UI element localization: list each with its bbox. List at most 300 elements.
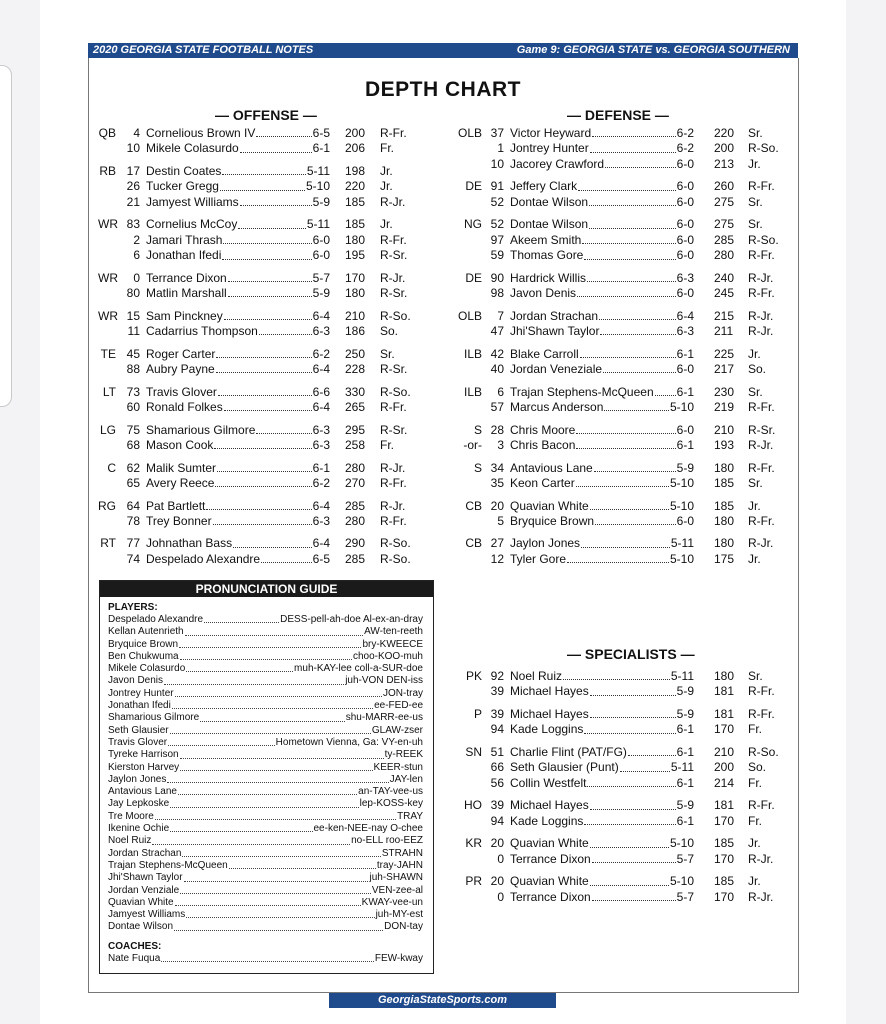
position-label: S (473, 422, 482, 437)
pronunciation-guide-heading: PRONUNCIATION GUIDE (100, 581, 433, 597)
depth-row (446, 669, 786, 684)
jersey-number: 77 (126, 536, 140, 551)
player-name-cell (510, 157, 694, 172)
player-name: Antavious Lane (510, 460, 593, 475)
position-label: CB (465, 536, 482, 551)
header-left-title: 2020 GEORGIA STATE FOOTBALL NOTES (93, 44, 314, 56)
pronunciation-row (108, 675, 423, 687)
player-weight: 220 (714, 126, 735, 140)
depth-row (98, 217, 428, 232)
player-name-cell (510, 552, 694, 567)
player-name-cell (146, 461, 330, 476)
player-name-cell (510, 141, 694, 156)
dot-leader (576, 476, 669, 487)
pronunciation-name: Kellan Autenrieth (108, 626, 184, 638)
group-gap (446, 529, 786, 536)
pronunciation-name: Travis Glover (108, 736, 168, 748)
jersey-number: 12 (490, 551, 504, 566)
jersey-number: 0 (133, 270, 140, 285)
player-height: 6-4 (676, 308, 694, 323)
jersey-number: 60 (126, 399, 140, 414)
player-class-year: R-Jr. (380, 270, 406, 285)
player-class-year: R-Fr. (380, 126, 407, 140)
player-name-cell (146, 499, 330, 514)
depth-row (446, 309, 786, 324)
player-height: 5-10 (669, 498, 694, 513)
position-label: OLB (457, 308, 482, 323)
dot-leader (590, 684, 676, 695)
player-height: 6-0 (676, 422, 694, 437)
player-weight: 186 (345, 324, 366, 339)
dot-leader (214, 438, 311, 449)
player-name: Roger Carter (146, 346, 216, 361)
player-name-cell (510, 126, 694, 141)
player-name: Kade Loggins (510, 722, 584, 737)
player-weight: 185 (345, 194, 366, 209)
depth-row (446, 126, 786, 141)
depth-row (98, 362, 428, 377)
player-name-cell (510, 836, 694, 851)
player-height: 5-9 (676, 460, 694, 475)
player-weight: 250 (345, 346, 366, 361)
player-height: 6-4 (312, 536, 330, 551)
player-name: Kade Loggins (510, 813, 584, 828)
position-label: P (473, 706, 482, 721)
dot-leader (595, 514, 676, 525)
dot-leader (655, 385, 676, 396)
player-name: Aubry Payne (146, 362, 215, 377)
player-name-cell (510, 324, 694, 339)
player-name: Chris Bacon (510, 437, 576, 452)
dot-leader (206, 499, 311, 510)
player-height: 5-9 (676, 798, 694, 813)
jersey-number: 0 (497, 851, 504, 866)
player-weight: 275 (714, 217, 735, 232)
player-name: Mikele Colasurdo (146, 141, 239, 156)
position-label: WR (98, 217, 118, 232)
group-gap (446, 264, 786, 271)
player-name-cell (146, 195, 330, 210)
group-gap (446, 377, 786, 384)
player-weight: 290 (345, 536, 366, 551)
player-name: Jacorey Crawford (510, 156, 605, 171)
pronunciation-phonetic: Hometown Vienna, Ga: VY-en-uh (275, 736, 423, 748)
dot-leader (594, 461, 676, 472)
depth-row (98, 536, 428, 551)
player-name-cell (146, 271, 330, 286)
player-class-year: R-So. (380, 551, 411, 566)
player-height: 6-0 (676, 248, 694, 263)
side-scroll-tab[interactable] (0, 65, 12, 407)
player-weight: 210 (714, 744, 735, 759)
depth-row (446, 798, 786, 813)
jersey-number: 65 (126, 475, 140, 490)
player-weight: 280 (714, 248, 735, 263)
position-label: DE (465, 179, 482, 194)
jersey-number: 45 (126, 346, 140, 361)
player-height: 6-3 (312, 422, 330, 437)
player-class-year: R-Fr. (748, 684, 775, 699)
pronunciation-name: Dontae Wilson (108, 921, 174, 933)
jersey-number: 74 (126, 551, 140, 566)
pronunciation-row (108, 786, 423, 798)
depth-row (446, 760, 786, 775)
depth-row (446, 499, 786, 514)
player-name: Mason Cook (146, 437, 214, 452)
dot-leader (229, 860, 376, 869)
dot-leader (182, 848, 380, 857)
player-class-year: R-Sr. (380, 362, 408, 377)
dot-leader (590, 499, 669, 510)
jersey-number: 73 (126, 384, 140, 399)
player-name: Blake Carroll (510, 346, 579, 361)
player-height: 6-2 (676, 126, 694, 140)
group-gap (446, 700, 786, 707)
player-height: 5-11 (306, 217, 330, 232)
player-name-cell (510, 476, 694, 491)
pronunciation-phonetic: ee-ken-NEE-nay O-chee (313, 823, 423, 835)
dot-leader (213, 514, 312, 525)
group-gap (446, 453, 786, 460)
player-class-year: Jr. (380, 179, 393, 194)
player-height: 6-0 (676, 156, 694, 171)
player-weight: 214 (714, 775, 735, 790)
player-height: 6-3 (312, 513, 330, 528)
jersey-number: 39 (490, 798, 504, 813)
player-name: Terrance Dixon (510, 851, 591, 866)
player-height: 6-1 (676, 722, 694, 737)
dot-leader (175, 688, 382, 697)
pronunciation-row (108, 614, 423, 626)
jersey-number: 62 (126, 460, 140, 475)
player-name: Malik Sumter (146, 460, 217, 475)
position-label: KR (465, 836, 482, 851)
player-height: 6-1 (676, 437, 694, 452)
jersey-number: 20 (490, 836, 504, 851)
player-class-year: R-Jr. (748, 270, 774, 285)
player-name: Jhi'Shawn Taylor (510, 324, 600, 339)
group-gap (446, 210, 786, 217)
pronunciation-players-list (108, 614, 423, 934)
player-height: 6-0 (676, 194, 694, 209)
dot-leader (620, 760, 670, 771)
player-weight: 230 (714, 384, 735, 399)
player-height: 6-4 (312, 308, 330, 323)
jersey-number: 78 (126, 513, 140, 528)
position-label: RT (100, 536, 116, 551)
dot-leader (200, 712, 345, 721)
dot-leader (580, 347, 676, 358)
jersey-number: 3 (497, 437, 504, 452)
player-height: 6-0 (676, 286, 694, 301)
pronunciation-name: Jordan Strachan (108, 847, 182, 859)
player-name-cell (146, 248, 330, 263)
pronunciation-phonetic: JAY-len (389, 773, 423, 785)
player-weight: 213 (714, 156, 735, 171)
position-label: DE (465, 270, 482, 285)
jersey-number: 0 (497, 889, 504, 904)
jersey-number: 4 (133, 126, 140, 140)
depth-row (446, 423, 786, 438)
jersey-number: 91 (490, 179, 504, 194)
depth-row (446, 362, 786, 377)
player-name: Victor Heyward (510, 126, 592, 140)
player-name: Keon Carter (510, 475, 575, 490)
player-name-cell (510, 385, 694, 400)
player-weight: 185 (714, 475, 735, 490)
player-name-cell (146, 164, 330, 179)
player-name-cell (146, 286, 330, 301)
player-class-year: Jr. (748, 498, 761, 513)
dot-leader (170, 798, 358, 807)
dot-leader (222, 164, 305, 175)
dot-leader (590, 874, 669, 885)
pronunciation-name: Jontrey Hunter (108, 687, 174, 699)
pronunciation-row (108, 663, 423, 675)
depth-row (446, 476, 786, 491)
player-class-year: R-Fr. (748, 798, 775, 813)
player-class-year: Jr. (380, 163, 393, 178)
pronunciation-phonetic: GLAW-zser (371, 724, 423, 736)
depth-row (446, 438, 786, 453)
player-height: 6-1 (676, 384, 694, 399)
player-height: 5-9 (312, 194, 330, 209)
player-name: Jamari Thrash (146, 232, 223, 247)
depth-row (98, 324, 428, 339)
position-label: WR (98, 270, 118, 285)
player-class-year: Sr. (748, 126, 763, 140)
player-class-year: Sr. (748, 384, 763, 399)
player-name-cell (510, 271, 694, 286)
pronunciation-phonetic: DON-tay (384, 921, 423, 933)
player-class-year: Sr. (748, 669, 763, 683)
player-class-year: R-Fr. (748, 513, 775, 528)
dot-leader (256, 423, 311, 434)
player-name: Charlie Flint (PAT/FG) (510, 744, 627, 759)
player-class-year: Fr. (748, 813, 762, 828)
depth-row (446, 814, 786, 829)
jersey-number: 94 (490, 722, 504, 737)
position-label: ILB (463, 346, 482, 361)
player-name: Matlin Marshall (146, 286, 227, 301)
jersey-number: 10 (490, 156, 504, 171)
position-label: PK (465, 669, 482, 683)
player-class-year: R-So. (748, 232, 779, 247)
player-name-cell (510, 514, 694, 529)
depth-row (446, 400, 786, 415)
pronunciation-phonetic: bry-KWEECE (362, 638, 423, 650)
player-height: 5-9 (312, 286, 330, 301)
player-name-cell (510, 179, 694, 194)
player-name-cell (510, 286, 694, 301)
position-label: C (107, 460, 116, 475)
player-name: Travis Glover (146, 384, 217, 399)
player-weight: 270 (345, 475, 366, 490)
player-height: 6-1 (676, 744, 694, 759)
jersey-number: 26 (126, 179, 140, 194)
footer-website[interactable]: GeorgiaStateSports.com (329, 993, 556, 1008)
dot-leader (233, 536, 312, 547)
jersey-number: 52 (490, 217, 504, 232)
player-name-cell (510, 309, 694, 324)
jersey-number: 59 (490, 248, 504, 263)
player-weight: 200 (714, 760, 735, 775)
position-label: OLB (457, 126, 482, 140)
group-gap (98, 529, 428, 536)
player-class-year: So. (380, 324, 399, 339)
jersey-number: 17 (126, 163, 140, 178)
player-height: 6-3 (312, 437, 330, 452)
dot-leader (584, 814, 675, 825)
dot-leader (217, 461, 312, 472)
player-name: Michael Hayes (510, 706, 589, 721)
dot-leader (170, 823, 312, 832)
pronunciation-row (108, 725, 423, 737)
player-class-year: R-So. (380, 536, 411, 551)
player-class-year: R-Fr. (380, 232, 407, 247)
player-weight: 195 (345, 248, 366, 263)
dot-leader (228, 286, 312, 297)
player-name-cell (146, 423, 330, 438)
player-height: 6-3 (676, 270, 694, 285)
player-name: Dontae Wilson (510, 217, 589, 232)
dot-leader (224, 400, 312, 411)
jersey-number: 56 (490, 775, 504, 790)
dot-leader (168, 737, 275, 746)
player-name: Jontrey Hunter (510, 141, 589, 156)
dot-leader (589, 195, 676, 206)
header-band (88, 43, 798, 58)
jersey-number: 2 (133, 232, 140, 247)
player-name-cell (510, 400, 694, 415)
dot-leader (184, 872, 369, 881)
group-gap (446, 829, 786, 836)
player-name-cell (146, 476, 330, 491)
dot-leader (259, 324, 312, 335)
player-name-cell (146, 141, 330, 156)
pronunciation-row (108, 798, 423, 810)
pronunciation-coaches-list (108, 953, 423, 965)
depth-row (446, 248, 786, 263)
player-class-year: Fr. (380, 141, 394, 156)
group-gap (98, 264, 428, 271)
offense-heading: — OFFENSE — (215, 107, 317, 123)
pronunciation-row (108, 835, 423, 847)
specialists-heading: — SPECIALISTS — (567, 646, 695, 662)
dot-leader (238, 217, 306, 228)
player-name-cell (510, 195, 694, 210)
header-right-game: Game 9: GEORGIA STATE vs. GEORGIA SOUTHERN (516, 44, 790, 56)
player-name-cell (510, 890, 694, 905)
pronunciation-phonetic: juh-VON DEN-iss (345, 675, 423, 687)
jersey-number: 57 (490, 399, 504, 414)
player-name: Michael Hayes (510, 798, 589, 813)
dot-leader (592, 890, 676, 901)
group-gap (446, 491, 786, 498)
player-class-year: R-Jr. (748, 308, 774, 323)
dot-leader (161, 953, 374, 962)
depth-row (446, 141, 786, 156)
player-name-cell (146, 126, 330, 141)
player-weight: 200 (345, 126, 366, 140)
player-height: 6-0 (676, 217, 694, 232)
player-weight: 265 (345, 399, 366, 414)
player-weight: 180 (345, 232, 366, 247)
dot-leader (599, 309, 676, 320)
pronunciation-phonetic: ty-REEK (384, 749, 423, 761)
depth-row (98, 126, 428, 141)
pronunciation-name: Jonathan Ifedi (108, 700, 171, 712)
dot-leader (186, 663, 293, 672)
pronunciation-phonetic: lep-KOSS-key (359, 798, 423, 810)
player-class-year: R-So. (748, 744, 779, 759)
player-height: 5-11 (670, 536, 694, 551)
group-gap (98, 157, 428, 164)
dot-leader (590, 707, 676, 718)
jersey-number: 27 (490, 536, 504, 551)
depth-row (98, 499, 428, 514)
group-gap (446, 415, 786, 422)
dot-leader (180, 885, 371, 894)
jersey-number: 68 (126, 437, 140, 452)
player-name: Jeffery Clark (510, 179, 578, 194)
pronunciation-name: Jay Lepkoske (108, 798, 170, 810)
player-weight: 170 (714, 722, 735, 737)
depth-row (446, 179, 786, 194)
depth-row (446, 195, 786, 210)
player-name-cell (510, 798, 694, 813)
player-height: 6-2 (312, 475, 330, 490)
dot-leader (592, 852, 676, 863)
player-class-year: R-Jr. (380, 194, 406, 209)
pronunciation-phonetic: muh-KAY-lee coll-a-SUR-doe (294, 663, 423, 675)
player-name: Quavian White (510, 836, 589, 851)
position-label: LG (99, 422, 116, 437)
player-class-year: Sr. (380, 346, 395, 361)
player-name: Jonathan Ifedi (146, 248, 222, 263)
jersey-number: 80 (126, 286, 140, 301)
player-name-cell (510, 438, 694, 453)
depth-row (446, 745, 786, 760)
dot-leader (240, 141, 312, 152)
player-class-year: So. (748, 362, 767, 377)
pronunciation-phonetic: JON-tray (383, 687, 423, 699)
dot-leader (590, 141, 676, 152)
jersey-number: 21 (126, 194, 140, 209)
jersey-number: 1 (497, 141, 504, 156)
dot-leader (204, 614, 279, 623)
player-height: 6-2 (312, 346, 330, 361)
player-name-cell (510, 362, 694, 377)
player-name-cell (510, 499, 694, 514)
dot-leader (584, 248, 675, 259)
depth-row (446, 684, 786, 699)
jersey-number: 64 (126, 498, 140, 513)
player-name-cell (146, 309, 330, 324)
pronunciation-row (108, 749, 423, 761)
position-label: RB (99, 163, 116, 178)
depth-row (98, 552, 428, 567)
dot-leader (178, 786, 357, 795)
player-weight: 330 (345, 384, 366, 399)
depth-row (446, 271, 786, 286)
pronunciation-row (108, 639, 423, 651)
page-title: DEPTH CHART (365, 78, 521, 101)
jersey-number: 39 (490, 684, 504, 699)
player-height: 5-11 (306, 163, 330, 178)
player-name: Bryquice Brown (510, 513, 595, 528)
group-gap (446, 339, 786, 346)
